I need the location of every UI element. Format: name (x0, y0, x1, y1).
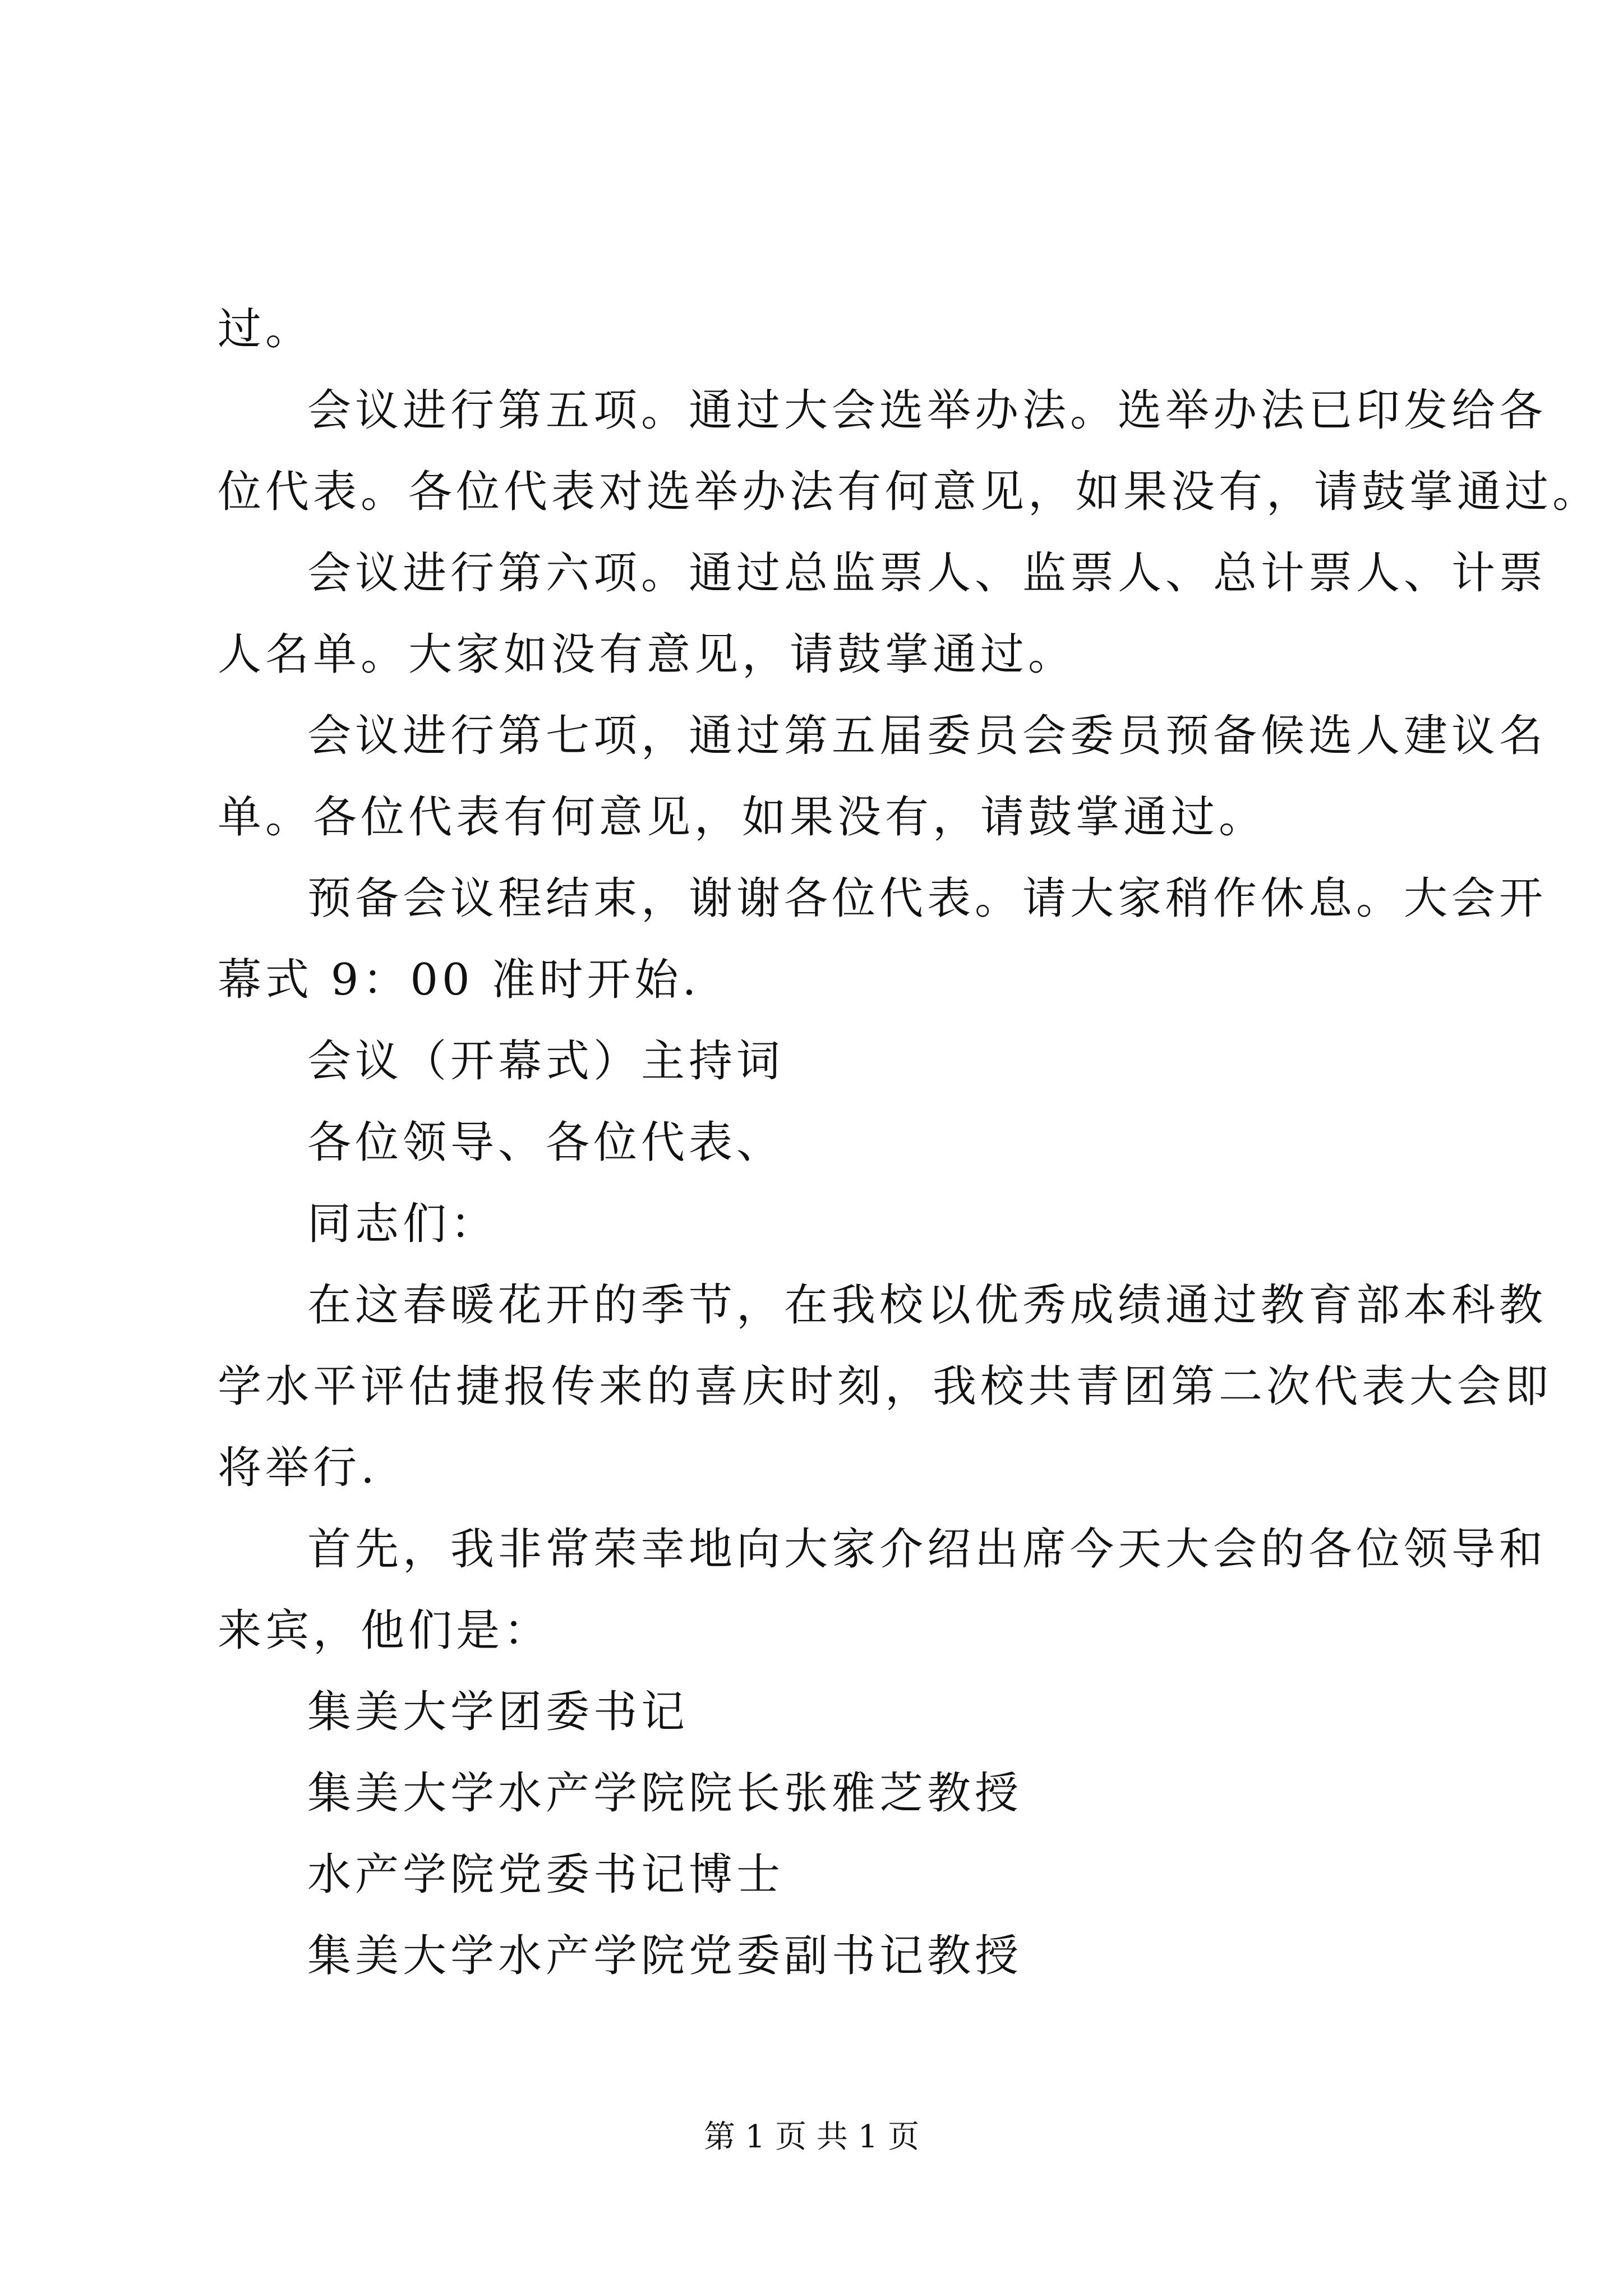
text-line: 将举行. (218, 1443, 379, 1493)
text-line: 人名单。大家如没有意见，请鼓掌通过。 (218, 629, 1076, 680)
text-line: 单。各位代表有何意见，如果没有，请鼓掌通过。 (218, 792, 1267, 843)
document-body (218, 289, 1601, 1997)
text-line: 同志们： (307, 1199, 499, 1249)
text-line: 在这春暖花开的季节，在我校以优秀成绩通过教育部本科教 (307, 1280, 1547, 1331)
text-line: 会议进行第五项。通过大会选举办法。选举办法已印发给各 (307, 385, 1547, 436)
text-line: 幕式 9：00 准时开始. (218, 955, 700, 1005)
text-line: 各位领导、各位代表、 (307, 1117, 785, 1168)
text-line: 过。 (218, 304, 313, 355)
text-line: 会议（开幕式）主持词 (307, 1036, 785, 1087)
text-line: 来宾，他们是： (218, 1605, 552, 1656)
text-line: 首先，我非常荣幸地向大家介绍出席今天大会的各位领导和 (307, 1524, 1547, 1575)
text-line: 集美大学水产学院院长张雅芝教授 (307, 1768, 1023, 1819)
text-line: 位代表。各位代表对选举办法有何意见，如果没有，请鼓掌通过。 (218, 467, 1601, 517)
text-line: 预备会议程结束，谢谢各位代表。请大家稍作休息。大会开 (307, 873, 1547, 924)
text-line: 集美大学水产学院党委副书记教授 (307, 1931, 1023, 1981)
text-line: 会议进行第六项。通过总监票人、监票人、总计票人、计票 (307, 548, 1547, 599)
text-line: 水产学院党委书记博士 (307, 1849, 785, 1900)
text-line: 学水平评估捷报传来的喜庆时刻，我校共青团第二次代表大会即 (218, 1361, 1553, 1412)
page-footer: 第 1 页 共 1 页 (703, 2119, 920, 2155)
text-line: 会议进行第七项，通过第五届委员会委员预备候选人建议名 (307, 711, 1547, 761)
text-line: 集美大学团委书记 (307, 1687, 689, 1737)
